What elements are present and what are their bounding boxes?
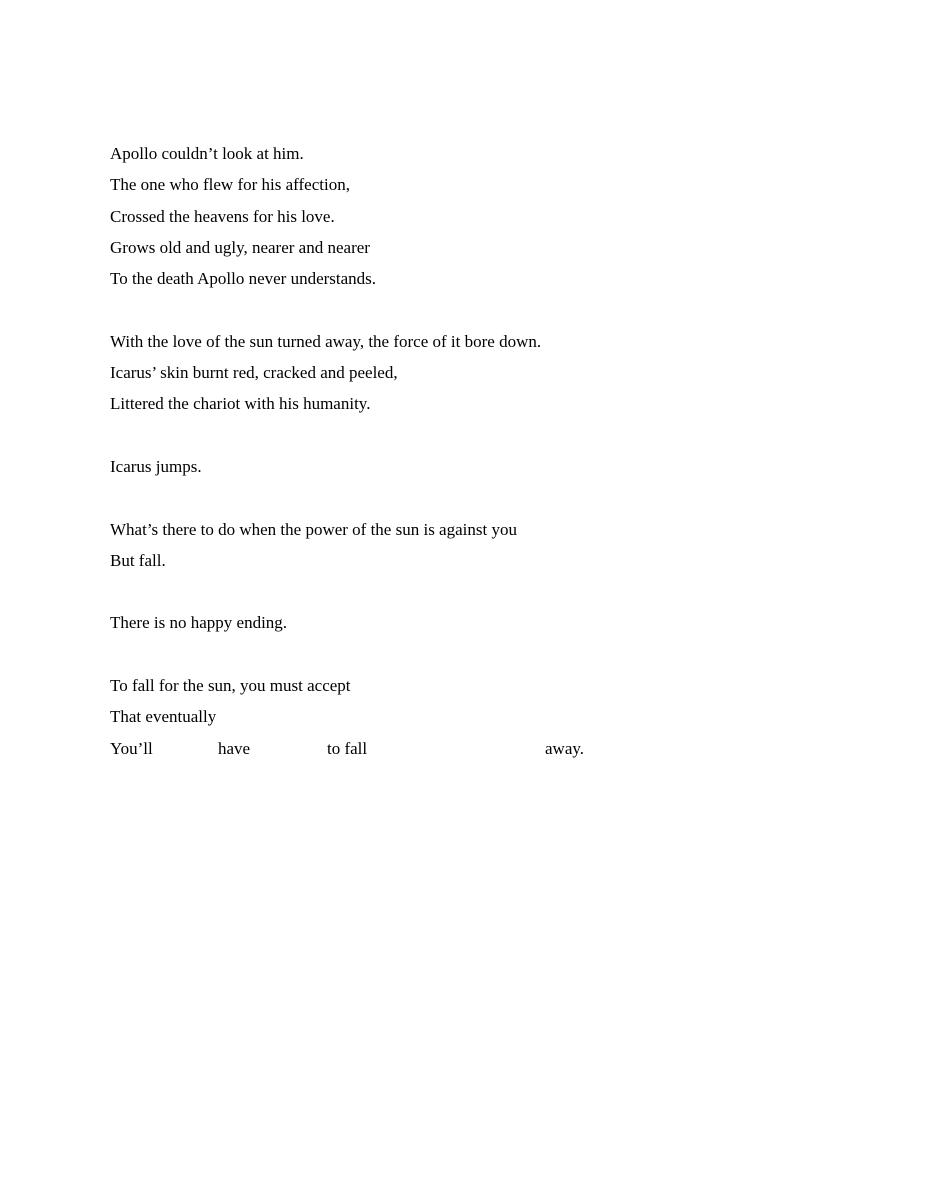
poem-line: Crossed the heavens for his love.: [110, 206, 335, 226]
poem-line: Icarus jumps.: [110, 456, 202, 476]
stanza-break: [110, 482, 830, 513]
stanza-break: [110, 420, 830, 451]
final-line-word: have: [218, 738, 251, 758]
stanza-4: [110, 514, 830, 577]
poem-line: Apollo couldn’t look at him.: [110, 144, 304, 163]
final-line-word: away.: [545, 738, 585, 758]
poem-line: Littered the chariot with his humanity.: [110, 394, 371, 414]
stanza-3: [110, 451, 830, 482]
poem-line: But fall.: [110, 550, 166, 570]
stanza-2: [110, 326, 830, 420]
poem-line: To the death Apollo never understands.: [110, 269, 377, 289]
poem-line: To fall for the sun, you must accept: [110, 676, 351, 696]
poem-body: [110, 138, 830, 764]
poem-line: The one who flew for his affection,: [110, 175, 350, 195]
stanza-5: [110, 607, 830, 638]
poem-line: What’s there to do when the power of the sun is against you: [110, 519, 517, 539]
stanza-1: [110, 138, 830, 294]
poem-line: Grows old and ugly, nearer and nearer: [110, 237, 370, 257]
poem-final-line: [110, 733, 830, 764]
stanza-break: [110, 639, 830, 670]
poem-line: Icarus’ skin burnt red, cracked and peeled,: [110, 363, 398, 383]
poem-line: There is no happy ending.: [110, 613, 288, 633]
stanza-break: [110, 576, 830, 607]
poem-line: That eventually: [110, 707, 217, 727]
final-line-word: to fall: [327, 738, 368, 758]
stanza-6: [110, 670, 830, 764]
stanza-break: [110, 294, 830, 325]
poem-line: With the love of the sun turned away, the force of it bore down.: [110, 331, 542, 351]
final-line-word: You’ll: [110, 738, 153, 758]
